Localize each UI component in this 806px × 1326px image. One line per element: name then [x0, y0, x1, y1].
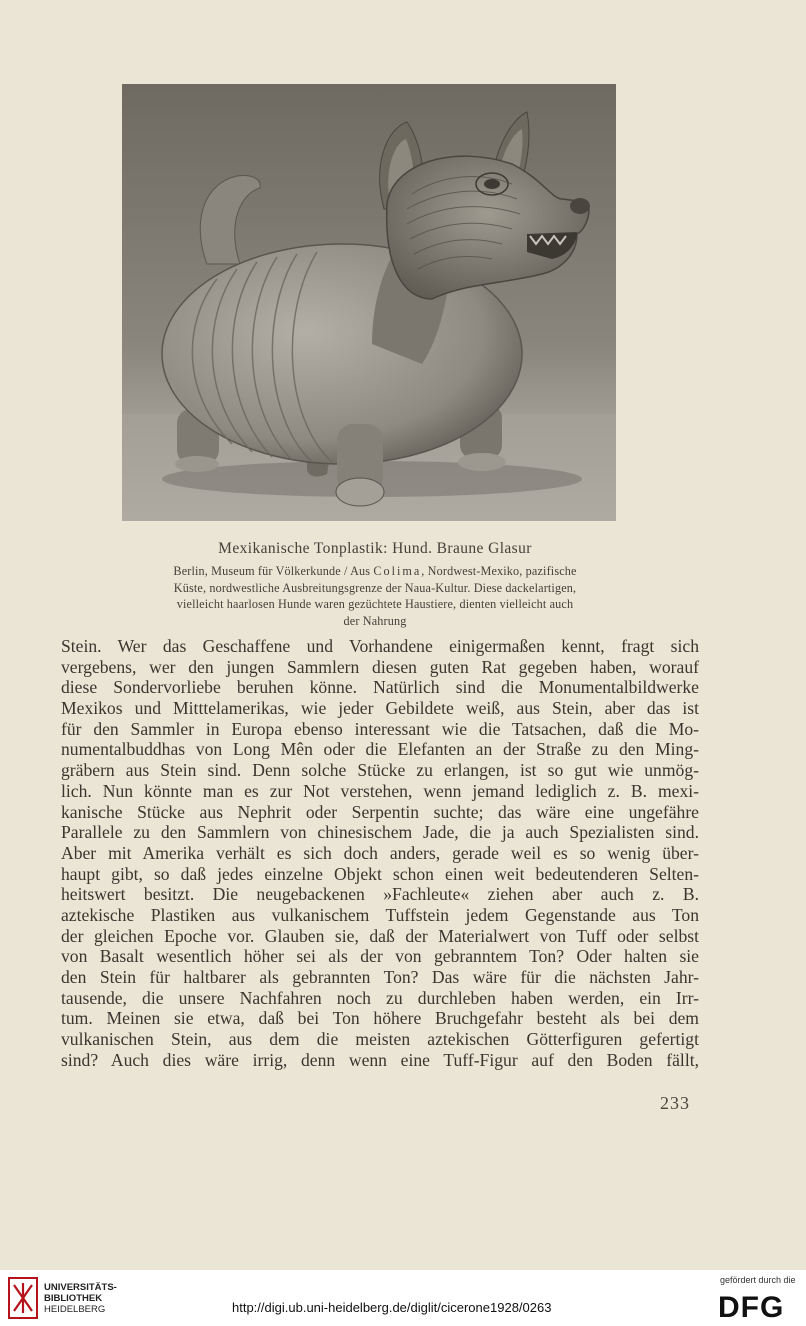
- body-line: Mexikos und Mitttelamerikas, wie jeder Gebildete weiß, aus Stein, aber das ist: [61, 698, 699, 719]
- body-line: Stein. Wer das Geschaffene und Vorhandene einigermaßen kennt, fragt sich: [61, 636, 699, 656]
- body-line: für den Sammler in Europa ebenso interessant wie die Tatsachen, daß die Mo-: [61, 718, 699, 739]
- body-line: aztekische Plastiken aus vulkanischem Tuffstein jedem Gegenstande aus Ton: [61, 904, 699, 925]
- body-line: haupt gibt, so daß jedes einzelne Objekt schon einen weit bedeutenderen Selten-: [61, 863, 699, 884]
- page-number: 233: [660, 1093, 690, 1113]
- dfg-logo[interactable]: [718, 1290, 796, 1320]
- funded-by-label: gefördert durch die: [720, 1275, 796, 1285]
- library-name: UNIVERSITÄTS- BIBLIOTHEK HEIDELBERG: [44, 1282, 117, 1315]
- dog-sculpture-photo: [122, 84, 616, 521]
- body-line: gräbern aus Stein sind. Denn solche Stücke zu erlangen, ist so gut wie unmög-: [61, 760, 699, 781]
- body-line: kanische Stücke aus Nephrit oder Serpentin suchte; das wäre eine ungefähre: [61, 801, 699, 822]
- caption-place-colima: Colima: [373, 564, 422, 578]
- caption-line: Küste, nordwestliche Ausbreitungsgrenze der Naua-Kultur. Diese dackelartigen,: [173, 580, 577, 595]
- caption-line: vielleicht haarlosen Hunde waren gezüchtete Haustiere, dienten vielleicht auch: [176, 597, 574, 611]
- figure-caption: [110, 563, 640, 629]
- permalink-url[interactable]: http://digi.ub.uni-heidelberg.de/diglit/cicerone1928/0263: [232, 1300, 552, 1315]
- body-line: heitswert besitzt. Die neugebackenen »Fachleute« ziehen aber auch z. B.: [61, 884, 699, 905]
- body-line: von Basalt wesentlich höher sei als der von gebranntem Ton? Oder halten sie: [61, 946, 699, 967]
- body-line: Aber mit Amerika verhält es sich doch anders, gerade weil es so wenig über-: [61, 842, 699, 863]
- footer-bar: [0, 1270, 806, 1326]
- caption-line: der Nahrung: [343, 613, 407, 628]
- body-line: vergebens, wer den jungen Sammlern diesen guten Rat gegeben haben, worauf: [61, 656, 699, 677]
- body-line: sind? Auch dies wäre irrig, denn wenn eine Tuff-Figur auf den Boden fällt,: [61, 1049, 699, 1070]
- body-line: tausende, die unsere Nachfahren noch zu durchleben haben werden, ein Irr-: [61, 987, 699, 1008]
- svg-text:DFG: DFG: [718, 1291, 785, 1320]
- body-line: diese Sondervorliebe beruhen könne. Natürlich sind die Monumentalbildwerke: [61, 677, 699, 698]
- body-line: den Stein für haltbarer als gebrannten Ton? Das wäre für die nächsten Jahr-: [61, 967, 699, 987]
- body-line: der gleichen Epoche vor. Glauben sie, daß der Materialwert von Tuff oder selbst: [61, 925, 699, 946]
- body-line: Parallele zu den Sammlern von chinesischem Jade, die ja auch Spezialisten sind.: [61, 822, 699, 843]
- body-line: numentalbuddhas von Long Mên oder die Elefanten an der Straße zu den Ming-: [61, 739, 699, 760]
- caption-line: Berlin, Museum für Völkerkunde / Aus Colima, Nordwest-Mexiko, pazifische: [173, 564, 577, 578]
- figure-title: Mexikanische Tonplastik: Hund. Braune Glasur: [218, 540, 532, 557]
- university-library-logo-icon[interactable]: [8, 1277, 38, 1319]
- body-line: lich. Nun könnte man es zur Not verstehen, wenn jemand lediglich z. B. mexi-: [61, 780, 699, 801]
- body-line: tum. Meinen sie etwa, daß bei Ton höhere Bruchgefahr besteht als bei dem: [61, 1008, 699, 1029]
- body-text: [61, 636, 699, 1070]
- body-line: vulkanischen Stein, aus dem die meisten aztekischen Götterfiguren gefertigt: [61, 1029, 699, 1050]
